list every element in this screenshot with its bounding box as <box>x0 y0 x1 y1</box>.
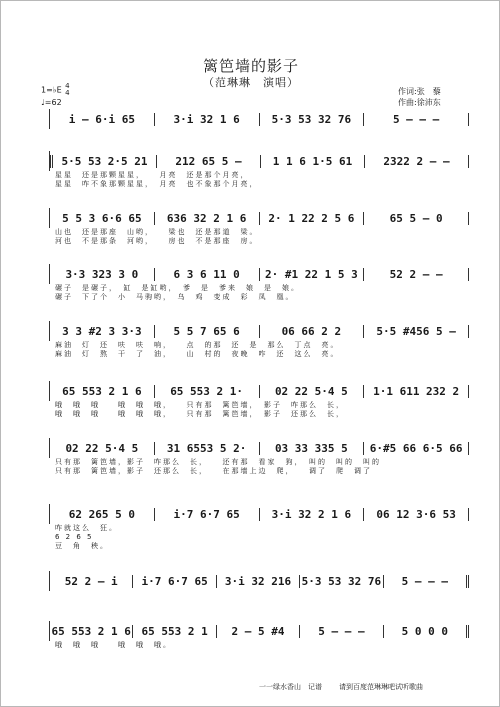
notation-line <box>49 438 469 458</box>
measure: 2· #1 22 1 5 3 <box>260 268 365 281</box>
notation-line <box>49 151 469 171</box>
measure: 06 12 3·6 53 <box>364 508 469 521</box>
score-row <box>49 109 469 129</box>
tempo-mark: ♩=62 <box>41 98 62 107</box>
measure: 02 22 5·4 5 <box>260 385 365 398</box>
score-row <box>49 381 469 419</box>
time-bottom: 4 <box>65 89 70 97</box>
measure: 65 5 — 0 <box>364 212 469 225</box>
score-row <box>49 438 469 476</box>
score-row <box>49 504 469 551</box>
lyric-line: 河也 不是那条 河哟， 房也 不是那座 房。 <box>55 237 259 245</box>
lyricist-credit: 作词:张 藜 <box>398 87 441 96</box>
measure: 65 553 2 1· <box>155 385 260 398</box>
score-row <box>49 571 469 591</box>
measure: 52 2 — i <box>50 575 133 588</box>
measure: 5·5 #456 5 — <box>364 325 469 338</box>
measure: 2 — 5 #4 <box>217 625 300 638</box>
lyric-line: 哦 哦 哦 哦 哦 哦， 只有那 篱笆墙， 影子 还那么 长， <box>55 410 345 418</box>
measure: 5·5 53 2·5 21 <box>50 155 157 168</box>
measure: 52 2 — — <box>364 268 469 281</box>
measure: 06 66 2 2 <box>260 325 365 338</box>
measure: 3 3 #2 3 3·3 <box>50 325 155 338</box>
lyric-line: 只有那 篱笆墙，影子 还那么 长， 在那墙上边 爬， 调了 爬 调了 <box>55 467 372 475</box>
measure: 65 553 2 1 <box>133 625 216 638</box>
lyric-line: 咋就这么 狂。 <box>55 524 118 532</box>
measure: 31 6553 5 2· <box>155 442 260 455</box>
notation-line <box>49 208 469 228</box>
measure: 2· 1 22 2 5 6 <box>260 212 365 225</box>
measure: i·7 6·7 65 <box>155 508 260 521</box>
score-row <box>49 264 469 302</box>
lyric-line: 星星 咋不象那颗星星， 月亮 也不象那个月亮， <box>55 180 259 188</box>
score-row <box>49 321 469 359</box>
measure: 5 0 0 0 <box>384 625 469 638</box>
time-top: 4 <box>65 82 70 90</box>
measure: 2322 2 — — <box>365 155 469 168</box>
measure: 65 553 2 1 6 <box>50 385 155 398</box>
measure: 02 22 5·4 5 <box>50 442 155 455</box>
score-row <box>49 621 469 650</box>
lyric-line: 山也 还是那座 山哟， 梁也 还是那道 梁。 <box>55 228 259 236</box>
notation-line <box>49 381 469 401</box>
time-signature <box>65 83 69 97</box>
measure: 1 1 6 1·5 61 <box>261 155 365 168</box>
listen-note: 请到百度范琳琳吧试听歌曲 <box>339 683 423 691</box>
measure: 62 265 5 0 <box>50 508 155 521</box>
lyric-line: 豆 角 秧。 <box>55 542 109 550</box>
measure: 212 65 5 — <box>157 155 261 168</box>
notation-line <box>49 621 469 641</box>
notation-line <box>49 571 469 591</box>
recorder-credit: 一一绿水香山 记谱 <box>259 683 322 691</box>
notation-line <box>49 109 469 129</box>
score-row <box>49 151 469 189</box>
measure: 6 3 6 11 0 <box>155 268 260 281</box>
measure: 3·i 32 216 <box>217 575 300 588</box>
measure: i — 6·i 65 <box>50 113 155 126</box>
key-signature <box>41 83 70 97</box>
measure: 6·#5 66 6·5 66 <box>364 442 469 455</box>
measure: 5·3 53 32 76 <box>300 575 383 588</box>
measure: 5 — — — <box>364 113 469 126</box>
measure: 5·3 53 32 76 <box>260 113 365 126</box>
measure: 03 33 335 5 <box>260 442 365 455</box>
measure: 5 — — — <box>384 575 469 588</box>
key-label: 1= <box>41 85 53 95</box>
lyric-line: 麻油 灯 熬 干 了 油， 山 村的 夜晚 咋 还 这么 亮。 <box>55 350 340 358</box>
lyric-line: 只有那 篱笆墙，影子 咋那么 长， 还有那 看家 狗， 叫的 叫的 叫的 <box>55 458 381 466</box>
lyric-line: 哦 哦 哦 哦 哦 哦， 只有那 篱笆墙， 影子 咋那么 长， <box>55 401 345 409</box>
measure: 1·1 611 232 2 <box>364 385 469 398</box>
measure: 3·i 32 2 1 6 <box>260 508 365 521</box>
lyric-line: 星星 还是那颗星星， 月亮 还是那个月亮， <box>55 171 250 179</box>
composer-credit: 作曲:徐沛东 <box>398 98 441 107</box>
measure: 636 32 2 1 6 <box>155 212 260 225</box>
song-subtitle: （范琳琳 演唱） <box>203 76 299 89</box>
measure: 5 5 3 6·6 65 <box>50 212 155 225</box>
notation-line <box>49 504 469 524</box>
measure: 3·i 32 1 6 <box>155 113 260 126</box>
key-value: ♭E <box>52 85 62 95</box>
lyric-line: 6 2 6 5 <box>55 533 94 541</box>
measure: 5 5 7 65 6 <box>155 325 260 338</box>
notation-line <box>49 321 469 341</box>
notation-line <box>49 264 469 284</box>
measure: 3·3 323 3 0 <box>50 268 155 281</box>
measure: i·7 6·7 65 <box>133 575 216 588</box>
song-title: 篱笆墙的影子 <box>202 57 299 75</box>
measure: 65 553 2 1 6 <box>50 625 133 638</box>
lyric-line: 碾子 下了个 小 马驹哟， 乌 鸡 变成 彩 凤 凰。 <box>55 293 295 301</box>
lyric-line: 麻油 灯 还 呋 呋 响， 点 的那 还 是 那么 丁点 亮。 <box>55 341 340 349</box>
score-row <box>49 208 469 246</box>
measure: 5 — — — <box>300 625 383 638</box>
lyric-line: 哦 哦 哦 哦 哦 哦。 <box>55 641 172 649</box>
lyric-line: 碾子 是碾子， 缸 是缸哟， 爹 是 爹来 娘 是 娘。 <box>55 284 300 292</box>
